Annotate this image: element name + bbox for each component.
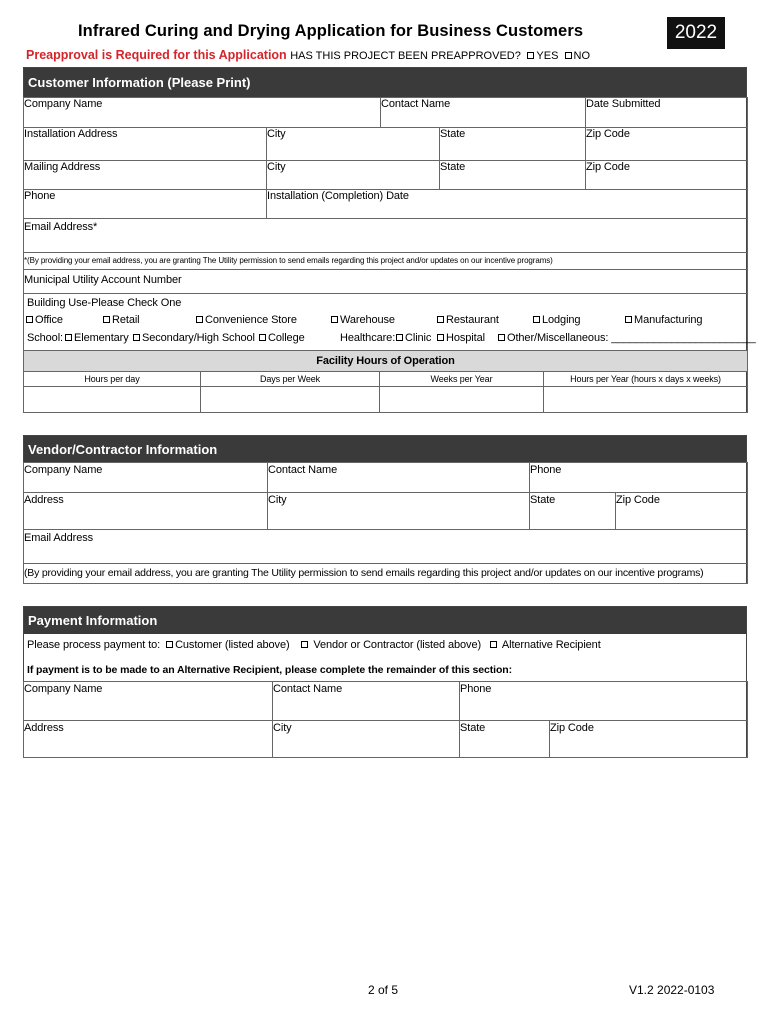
hours-per-year-header: Hours per Year (hours x days x weeks) [543, 371, 748, 387]
alt-address-field[interactable]: Address [23, 720, 273, 758]
email-field[interactable]: Email Address* [23, 218, 748, 253]
use-warehouse-option[interactable]: Warehouse [331, 314, 395, 326]
vendor-heading: Vendor/Contractor Information [24, 436, 746, 463]
pay-alternative-option[interactable]: Alternative Recipient [490, 639, 601, 651]
vendor-phone-field[interactable]: Phone [529, 462, 748, 493]
hours-per-year-input[interactable] [543, 386, 748, 413]
vendor-zip-field[interactable]: Zip Code [615, 492, 748, 530]
installation-city-field[interactable]: City [266, 127, 440, 161]
phone-field[interactable]: Phone [23, 189, 267, 219]
vendor-company-field[interactable]: Company Name [23, 462, 268, 493]
payment-options-row: Please process payment to: Customer (listed above) Vendor or Contractor (listed above) Alternative Recipient [27, 639, 601, 651]
yes-label: YES [536, 50, 559, 62]
use-office-option[interactable]: Office [26, 314, 63, 326]
installation-zip-field[interactable]: Zip Code [585, 127, 748, 161]
pay-customer-option[interactable]: Customer (listed above) [166, 639, 289, 651]
mailing-address-field[interactable]: Mailing Address [23, 160, 267, 190]
mailing-city-field[interactable]: City [266, 160, 440, 190]
use-other-option[interactable]: Other/Miscellaneous: ________________________ [498, 332, 756, 344]
contact-name-field[interactable]: Contact Name [380, 97, 586, 128]
preapproval-line [26, 48, 590, 62]
healthcare-label: Healthcare: [340, 332, 396, 344]
alt-city-field[interactable]: City [272, 720, 460, 758]
use-secondary-option[interactable]: Secondary/High School [133, 332, 255, 344]
weeks-per-year-header: Weeks per Year [379, 371, 544, 387]
preapproval-required: Preapproval is Required for this Application [26, 48, 287, 62]
use-college-option[interactable]: College [259, 332, 305, 344]
alt-phone-field[interactable]: Phone [459, 681, 748, 721]
vendor-address-field[interactable]: Address [23, 492, 268, 530]
alt-zip-field[interactable]: Zip Code [549, 720, 748, 758]
installation-state-field[interactable]: State [439, 127, 586, 161]
building-use-group: Building Use-Please Check One Office Retail Convenience Store Warehouse Restaurant Lodging Manufacturing School: Elementary Secondary/High School College Healthcare: Clinic Hospital Other/Miscellaneous: ________________________ [23, 293, 748, 351]
alt-recipient-note: If payment is to be made to an Alternative Recipient, please complete the remainder of this section: [27, 664, 512, 676]
vendor-email-note: (By providing your email address, you are granting The Utility permission to send emails regarding this project and/or updates on our incentive programs) [23, 563, 748, 584]
use-convenience-option[interactable]: Convenience Store [196, 314, 297, 326]
hours-per-day-input[interactable] [23, 386, 201, 413]
company-name-field[interactable]: Company Name [23, 97, 381, 128]
no-checkbox[interactable] [565, 52, 572, 59]
alt-company-field[interactable]: Company Name [23, 681, 273, 721]
vendor-section [23, 435, 747, 584]
page-number: 2 of 5 [368, 983, 399, 997]
school-label: School: [27, 332, 63, 344]
mailing-zip-field[interactable]: Zip Code [585, 160, 748, 190]
email-note: *(By providing your email address, you are granting The Utility permission to send emails regarding this project and/or updates on our incentive programs) [23, 252, 748, 270]
use-clinic-option[interactable]: Clinic [396, 332, 431, 344]
account-number-field[interactable]: Municipal Utility Account Number [23, 269, 748, 294]
vendor-email-field[interactable]: Email Address [23, 529, 748, 564]
use-manufacturing-option[interactable]: Manufacturing [625, 314, 702, 326]
year-badge: 2022 [667, 17, 725, 49]
no-label: NO [573, 50, 591, 62]
customer-heading: Customer Information (Please Print) [24, 68, 746, 98]
use-elementary-option[interactable]: Elementary [65, 332, 129, 344]
use-retail-option[interactable]: Retail [103, 314, 140, 326]
pay-vendor-option[interactable]: Vendor or Contractor (listed above) [301, 639, 481, 651]
days-per-week-input[interactable] [200, 386, 380, 413]
weeks-per-year-input[interactable] [379, 386, 544, 413]
use-restaurant-option[interactable]: Restaurant [437, 314, 499, 326]
installation-address-field[interactable]: Installation Address [23, 127, 267, 161]
payment-section [23, 606, 747, 758]
version-label: V1.2 2022-0103 [629, 983, 715, 997]
vendor-city-field[interactable]: City [267, 492, 530, 530]
date-submitted-field[interactable]: Date Submitted [585, 97, 748, 128]
customer-section [23, 67, 756, 413]
form-title: Infrared Curing and Drying Application for Business Customers [78, 22, 584, 40]
mailing-state-field[interactable]: State [439, 160, 586, 190]
installation-date-field[interactable]: Installation (Completion) Date [266, 189, 748, 219]
vendor-state-field[interactable]: State [529, 492, 616, 530]
hours-heading: Facility Hours of Operation [23, 350, 748, 372]
use-lodging-option[interactable]: Lodging [533, 314, 580, 326]
hours-per-day-header: Hours per day [23, 371, 201, 387]
use-hospital-option[interactable]: Hospital [437, 332, 485, 344]
alt-contact-field[interactable]: Contact Name [272, 681, 460, 721]
preapproved-question: HAS THIS PROJECT BEEN PREAPPROVED? [290, 50, 521, 62]
days-per-week-header: Days per Week [200, 371, 380, 387]
vendor-contact-field[interactable]: Contact Name [267, 462, 530, 493]
payment-heading: Payment Information [24, 607, 746, 634]
yes-checkbox[interactable] [527, 52, 534, 59]
alt-state-field[interactable]: State [459, 720, 550, 758]
